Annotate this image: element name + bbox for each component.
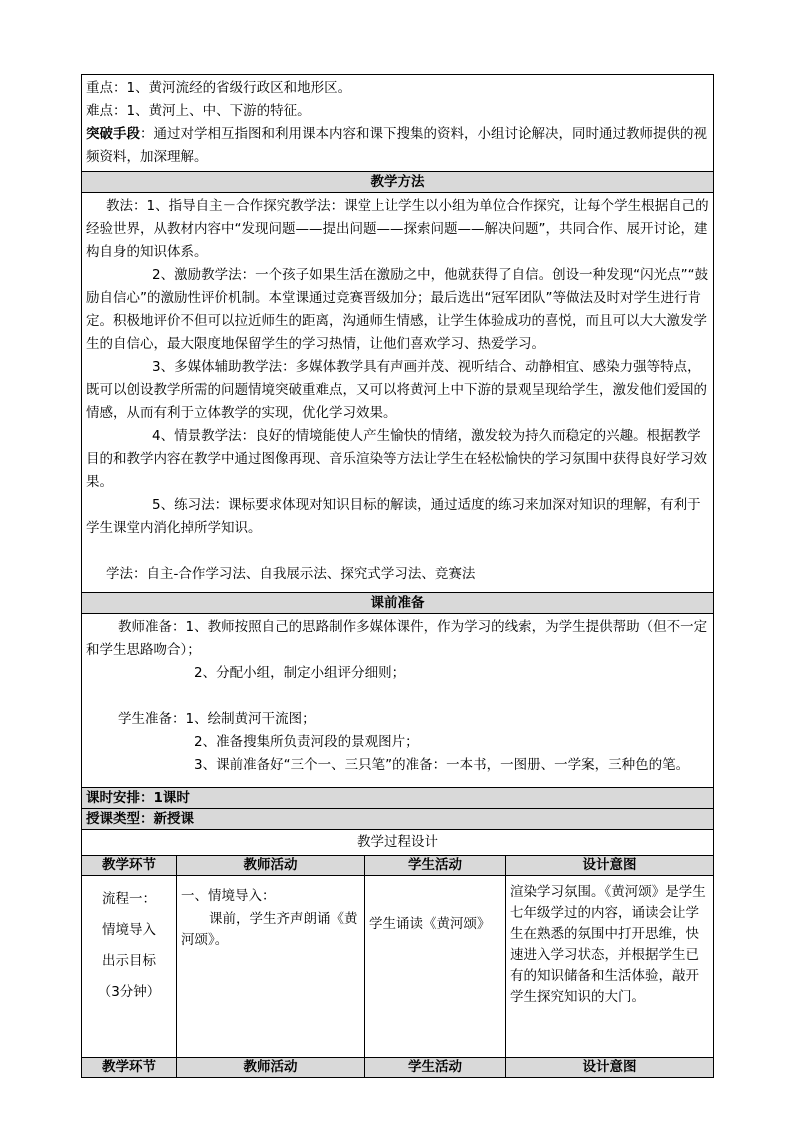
design-intent: 渲染学习氛围。《黄河颂》是学生七年级学过的内容，诵读会让学生在熟悉的氛围中打开思维，快速进入学习状态，并根据学生已有的知识储备和生活体验，敲开学生探究知识的大门。 bbox=[510, 884, 706, 1005]
step-cell bbox=[82, 876, 177, 1058]
prep-row bbox=[82, 614, 714, 788]
header-teacher: 教师活动 bbox=[177, 1058, 365, 1078]
process-header-row-repeat bbox=[82, 1058, 714, 1078]
focus-row bbox=[82, 75, 714, 172]
lesson-type: 授课类型：新授课 bbox=[82, 809, 714, 830]
header-intent: 设计意图 bbox=[506, 1058, 714, 1078]
header-student: 学生活动 bbox=[365, 856, 506, 876]
header-student: 学生活动 bbox=[365, 1058, 506, 1078]
teacher-activity-text: 课前，学生齐声朗诵《黄河颂》。 bbox=[181, 911, 358, 948]
student-activity: 学生诵读《黄河颂》 bbox=[369, 916, 491, 932]
process-row-1 bbox=[82, 876, 714, 1058]
methods-title: 教学方法 bbox=[82, 172, 714, 193]
teach-method-5: 5、练习法：课标要求体现对知识目标的解读，通过适度的练习来加深对知识的理解，有利于学生课堂内消化掉所学知识。 bbox=[86, 497, 701, 536]
design-intent-cell bbox=[506, 876, 714, 1058]
teacher-prep-1: 教师准备：1、教师按照自己的思路制作多媒体课件，作为学习的线索，为学生提供帮助（但不一定和学生思路吻合）； bbox=[86, 619, 708, 658]
teach-method-2: 2、激励教学法：一个孩子如果生活在激励之中，他就获得了自信。创设一种发现“闪光点”“鼓励自信心”的激励性评价机制。本堂课通过竞赛晋级加分；最后选出“冠军团队”等做法及时对学生进行肯定。积极地评价不但可以拉近师生的距离，沟通师生情感，让学生体验成功的喜悦，而且可以大大激发学生的自信心，最大限度地保留学生的学习热情，让他们喜欢学习、热爱学习。 bbox=[86, 267, 709, 352]
step-line: （3分钟） bbox=[97, 984, 161, 1000]
header-step: 教学环节 bbox=[82, 1058, 177, 1078]
student-prep-3: 3、课前准备好“三个一、三只笔”的准备：一本书，一图册、一学案，三种色的笔。 bbox=[194, 757, 690, 773]
breakthrough: 突破手段：通过对学相互指图和利用课本内容和课下搜集的资料，小组讨论解决，同时通过教师提供的视频资料，加深理解。 bbox=[86, 126, 707, 165]
step-line: 出示目标 bbox=[102, 953, 156, 969]
process-title: 教学过程设计 bbox=[82, 830, 714, 856]
student-prep-2: 2、准备搜集所负责河段的景观图片； bbox=[194, 734, 419, 750]
teacher-activity-cell bbox=[177, 876, 365, 1058]
lesson-plan-table bbox=[81, 74, 714, 1078]
key-points: 重点：1、黄河流经的省级行政区和地形区。 bbox=[86, 80, 352, 96]
step-line: 情境导入 bbox=[102, 922, 156, 938]
methods-row bbox=[82, 193, 714, 593]
process-header-row bbox=[82, 856, 714, 876]
student-activity-cell bbox=[365, 876, 506, 1058]
teach-method-4: 4、情景教学法：良好的情境能使人产生愉快的情绪，激发较为持久而稳定的兴趣。根据教学目的和教学内容在教学中通过图像再现、音乐渲染等方法让学生在轻松愉快的学习氛围中获得良好学习效果。 bbox=[86, 428, 707, 490]
schedule: 课时安排：1课时 bbox=[82, 788, 714, 809]
lesson-plan-page bbox=[81, 74, 713, 1078]
prep-title: 课前准备 bbox=[82, 593, 714, 614]
header-step: 教学环节 bbox=[82, 856, 177, 876]
teacher-prep-2: 2、分配小组，制定小组评分细则； bbox=[194, 665, 406, 681]
step-line: 流程一： bbox=[102, 891, 156, 907]
teach-method-3: 3、多媒体辅助教学法：多媒体教学具有声画并茂、视听结合、动静相宜、感染力强等特点，既可以创设教学所需的问题情境突破重难点，又可以将黄河上中下游的景观呈现给学生，激发他们爱国的情感，从而有利于立体教学的实现，优化学习效果。 bbox=[86, 359, 707, 421]
learn-method: 学法：自主-合作学习法、自我展示法、探究式学习法、竞赛法 bbox=[106, 566, 476, 582]
header-intent: 设计意图 bbox=[506, 856, 714, 876]
teacher-activity-title: 一、情境导入： bbox=[181, 888, 276, 904]
difficulty: 难点：1、黄河上、中、下游的特征。 bbox=[86, 103, 311, 119]
teach-method-1: 教法：1、指导自主－合作探究教学法：课堂上让学生以小组为单位合作探究，让每个学生根据自己的经验世界，从教材内容中“发现问题——提出问题——探索问题——解决问题”，共同合作、展开讨论，建构自身的知识体系。 bbox=[86, 198, 709, 260]
header-teacher: 教师活动 bbox=[177, 856, 365, 876]
student-prep-1: 学生准备：1、绘制黄河干流图； bbox=[118, 711, 316, 727]
